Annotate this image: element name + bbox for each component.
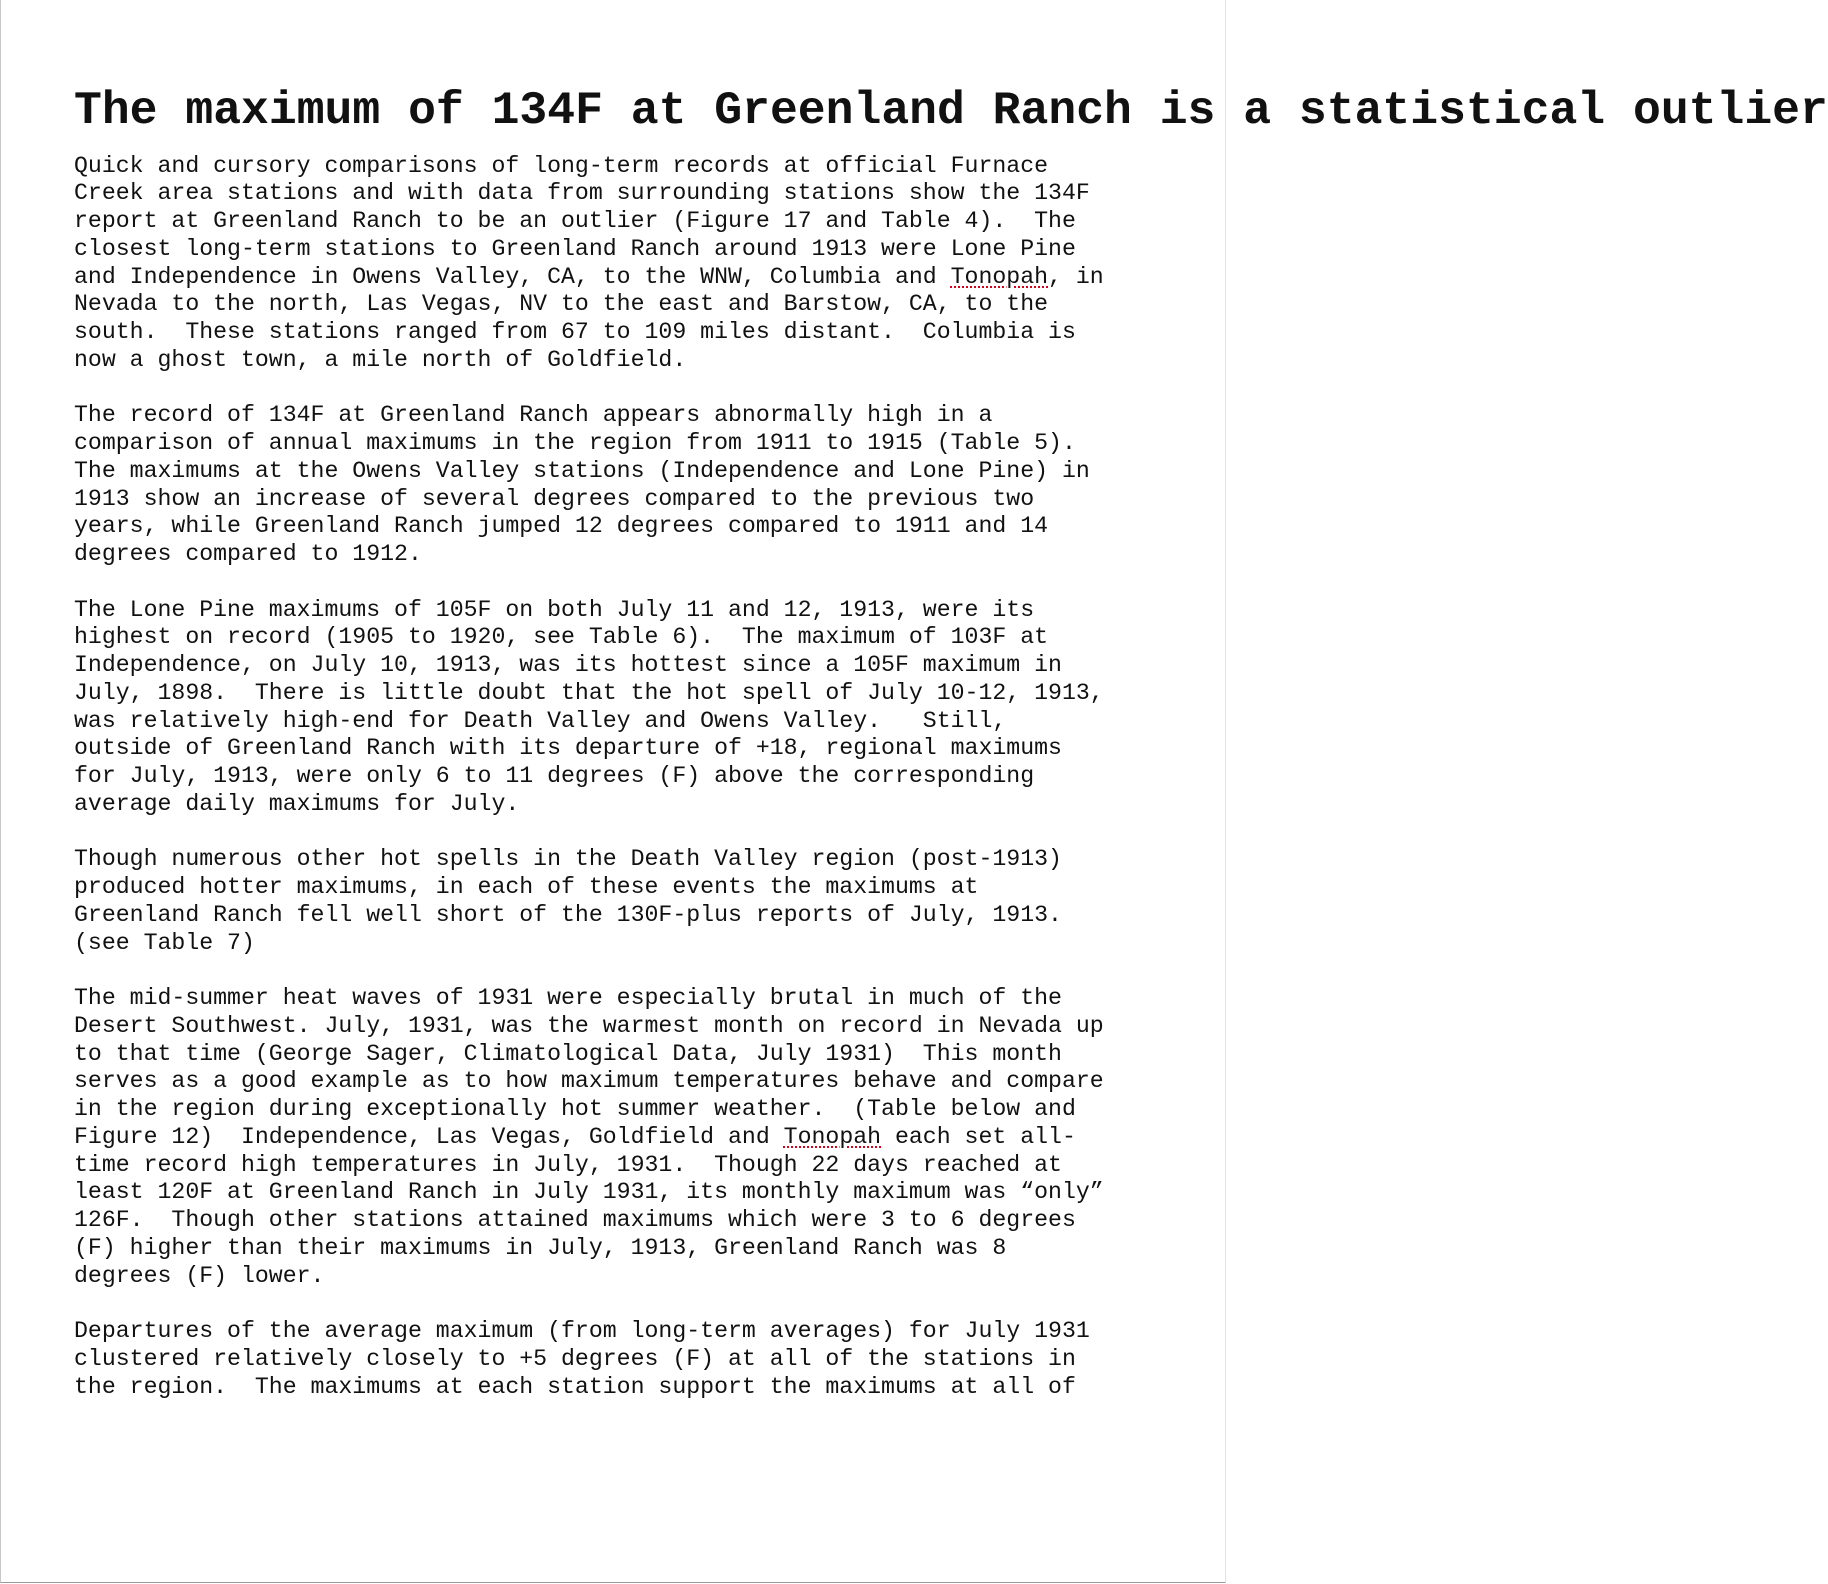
text-line: closest long-term stations to Greenland Ranch around 1913 were Lone Pine: [74, 235, 1076, 262]
text-line: years, while Greenland Ranch jumped 12 degrees compared to 1911 and 14: [74, 513, 1049, 540]
paragraph: [74, 402, 1174, 569]
section-heading: The maximum of 134F at Greenland Ranch is a statistical outlier: [74, 84, 1828, 137]
text-line: highest on record (1905 to 1920, see Table 6). The maximum of 103F at: [74, 624, 1049, 651]
text-line: Quick and cursory comparisons of long-term records at official Furnace: [74, 152, 1049, 179]
text-line: Departures of the average maximum (from long-term averages) for July 1931: [74, 1318, 1090, 1344]
text-line: Figure 12) Independence, Las Vegas, Goldfield and Tonopah each set all-: [74, 1123, 1076, 1150]
text-line: (F) higher than their maximums in July, 1913, Greenland Ranch was 8: [74, 1234, 1007, 1261]
text-line: now a ghost town, a mile north of Goldfield.: [74, 346, 687, 373]
text-line: (see Table 7): [74, 929, 255, 956]
text-line: 1913 show an increase of several degrees compared to the previous two: [74, 485, 1035, 512]
spellcheck-flagged-word[interactable]: Tonopah: [950, 263, 1049, 290]
text-line: The Lone Pine maximums of 105F on both July 11 and 12, 1913, were its: [74, 596, 1035, 623]
text-line: Greenland Ranch fell well short of the 130F-plus reports of July, 1913.: [74, 901, 1062, 928]
text-line: degrees compared to 1912.: [74, 541, 422, 567]
text-line: degrees (F) lower.: [74, 1262, 325, 1289]
text-line: Though numerous other hot spells in the Death Valley region (post-1913): [74, 846, 1062, 873]
text-line: comparison of annual maximums in the region from 1911 to 1915 (Table 5).: [74, 430, 1076, 456]
paragraphs-container: [74, 153, 1174, 1402]
paragraph: [74, 985, 1174, 1290]
text-line: Creek area stations and with data from surrounding stations show the 134F: [74, 180, 1090, 207]
document-body[interactable]: [74, 84, 1828, 1401]
text-line: Nevada to the north, Las Vegas, NV to the east and Barstow, CA, to the: [74, 291, 1049, 318]
text-line: to that time (George Sager, Climatological Data, July 1931) This month: [74, 1040, 1062, 1067]
text-line: in the region during exceptionally hot summer weather. (Table below and: [74, 1096, 1076, 1122]
text-line: The maximums at the Owens Valley stations (Independence and Lone Pine) in: [74, 457, 1090, 484]
text-line: was relatively high-end for Death Valley and Owens Valley. Still,: [74, 707, 1007, 734]
paragraph: [74, 1318, 1174, 1401]
text-line: July, 1898. There is little doubt that the hot spell of July 10-12, 1913,: [74, 679, 1104, 706]
text-line: The record of 134F at Greenland Ranch appears abnormally high in a: [74, 402, 993, 429]
text-line: produced hotter maximums, in each of these events the maximums at: [74, 874, 979, 900]
text-line: Desert Southwest. July, 1931, was the warmest month on record in Nevada up: [74, 1012, 1104, 1039]
text-line: least 120F at Greenland Ranch in July 1931, its monthly maximum was “only”: [74, 1179, 1104, 1206]
text-line: clustered relatively closely to +5 degrees (F) at all of the stations in: [74, 1345, 1076, 1372]
paragraph: [74, 846, 1174, 957]
text-line: time record high temperatures in July, 1931. Though 22 days reached at: [74, 1151, 1062, 1178]
text-line: Independence, on July 10, 1913, was its hottest since a 105F maximum in: [74, 652, 1062, 678]
text-line: average daily maximums for July.: [74, 790, 520, 817]
spellcheck-flagged-word[interactable]: Tonopah: [783, 1123, 882, 1150]
text-line: serves as a good example as to how maximum temperatures behave and compare: [74, 1068, 1104, 1095]
paragraph: [74, 597, 1174, 819]
text-line: The mid-summer heat waves of 1931 were especially brutal in much of the: [74, 985, 1062, 1011]
text-line: 126F. Though other stations attained maximums which were 3 to 6 degrees: [74, 1207, 1076, 1233]
text-line: report at Greenland Ranch to be an outlier (Figure 17 and Table 4). The: [74, 208, 1076, 234]
text-line: for July, 1913, were only 6 to 11 degrees (F) above the corresponding: [74, 763, 1035, 789]
text-line: and Independence in Owens Valley, CA, to the WNW, Columbia and Tonopah, in: [74, 263, 1104, 290]
text-line: south. These stations ranged from 67 to 109 miles distant. Columbia is: [74, 319, 1076, 345]
paragraph: [74, 153, 1174, 375]
text-line: outside of Greenland Ranch with its departure of +18, regional maximums: [74, 735, 1062, 762]
text-line: the region. The maximums at each station support the maximums at all of: [74, 1373, 1076, 1400]
